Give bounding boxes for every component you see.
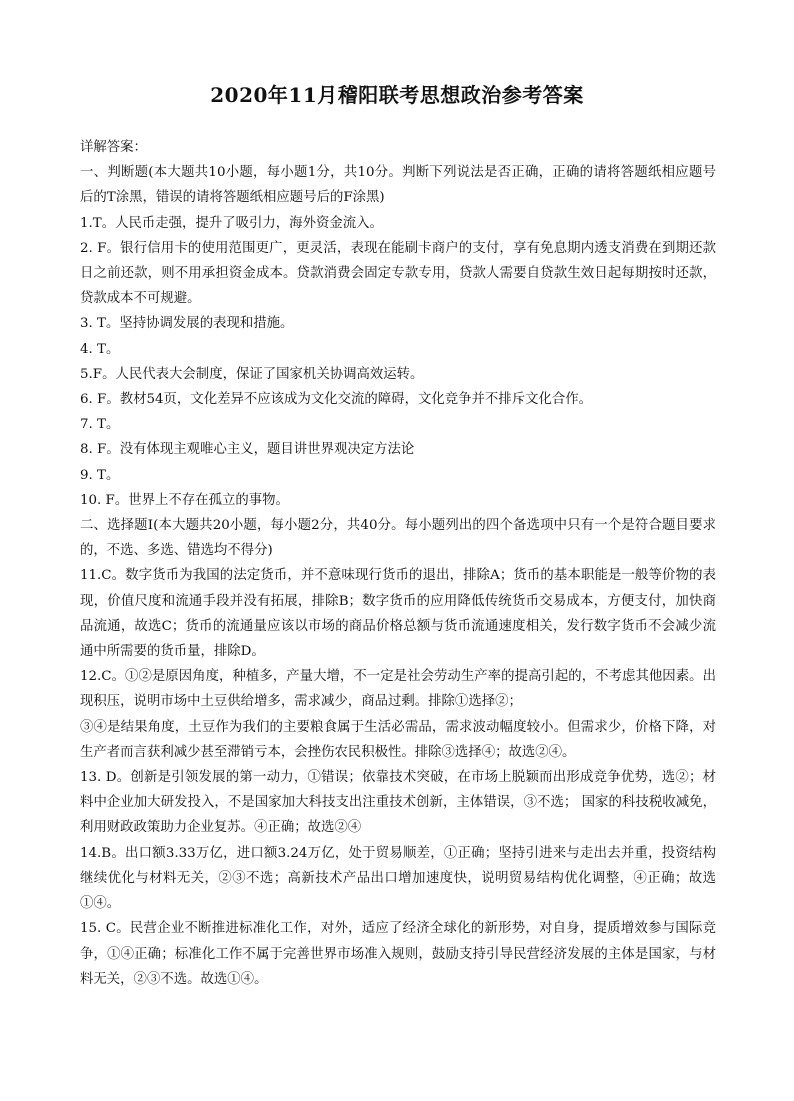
answer-item-10: 10. F。世界上不存在孤立的事物。 — [80, 492, 289, 508]
answer-item-12-cont: ③④是结果角度，土豆作为我们的主要粮食属于生活必需品，需求波动幅度较小。但需求少，价格下降，对生产者而言获利减少甚至滞销亏本，会挫伤农民积极性。排除③选择④；故选②④。 — [80, 719, 716, 760]
answer-item-12: 12.C。①②是原因角度，种植多，产量大增，不一定是社会劳动生产率的提高引起的，不考虑其他因素。出现积压，说明市场中土豆供给增多，需求减少，商品过剩。排除①选择②； — [80, 669, 716, 710]
answer-item-5: 5.F。人民代表大会制度，保证了国家机关协调高效运转。 — [80, 366, 424, 382]
answer-item-8: 8. F。没有体现主观唯心主义，题目讲世界观决定方法论 — [80, 442, 415, 458]
section-heading-choice: 二、选择题Ⅰ(本大题共20小题，每小题2分，共40分。每小题列出的四个备选项中只有一个是符合题目要求的，不选、多选、错选均不得分) — [80, 518, 716, 559]
answer-item-4: 4. T。 — [80, 341, 120, 357]
answer-item-6: 6. F。教材54页，文化差异不应该成为文化交流的障碍，文化竞争并不排斥文化合作。 — [80, 392, 593, 408]
answer-item-14: 14.B。出口额3.33万亿，进口额3.24万亿，处于贸易顺差，①正确；坚持引进来与走出去并重，投资结构继续优化与材料无关，②③不选；高新技术产品出口增加速度快，说明贸易结构优化调整，④正确；故选①④。 — [80, 845, 716, 912]
page-title: 2020年11月稽阳联考思想政治参考答案 — [210, 83, 584, 107]
section-heading-true-false: 一、判断题(本大题共10小题，每小题1分，共10分。判断下列说法是否正确，正确的请将答题纸相应题号后的T涂黑，错误的请将答题纸相应题号后的F涂黑) — [80, 165, 716, 206]
answer-item-13: 13. D。创新是引领发展的第一动力，①错误；依靠技术突破，在市场上脱颖而出形成竞争优势，选②；材料中企业加大研发投入，不是国家加大科技支出注重技术创新，主体错误，③不选； 国家的科技税收减免，利用财政政策助力企业复苏。④正确；故选②④ — [80, 770, 716, 836]
answer-item-3: 3. T。坚持协调发展的表现和措施。 — [80, 316, 294, 332]
answer-item-1: 1.T。人民币走强，提升了吸引力，海外资金流入。 — [80, 215, 383, 231]
answer-item-15: 15. C。民营企业不断推进标准化工作，对外，适应了经济全球化的新形势，对自身，提质增效参与国际竞争，①④正确；标准化工作不属于完善世界市场准入规则，鼓励支持引导民营经济发展的主体是国家，与材料无关，②③不选。故选①④。 — [80, 921, 716, 987]
answer-item-9: 9. T。 — [80, 467, 120, 483]
answer-item-11: 11.C。数字货币为我国的法定货币，并不意味现行货币的退出，排除A；货币的基本职能是一般等价物的表现，价值尺度和流通手段并没有拓展，排除B；数字货币的应用降低传统货币交易成本，方便支付，加快商品流通，故选C；货币的流通量应该以市场的商品价格总额与货币流通速度相关，发行数字货币不会减少流通中所需要的货币量，排除D。 — [80, 568, 716, 660]
answer-item-7: 7. T。 — [80, 417, 120, 433]
answer-intro: 详解答案： — [80, 140, 147, 155]
answer-item-2: 2. F。银行信用卡的使用范围更广，更灵活，表现在能刷卡商户的支付，享有免息期内透支消费在到期还款日之前还款，则不用承担资金成本。贷款消费会固定专款专用，贷款人需要自贷款生效日起每期按时还款，贷款成本不可规避。 — [80, 240, 716, 307]
answer-body — [80, 135, 716, 992]
